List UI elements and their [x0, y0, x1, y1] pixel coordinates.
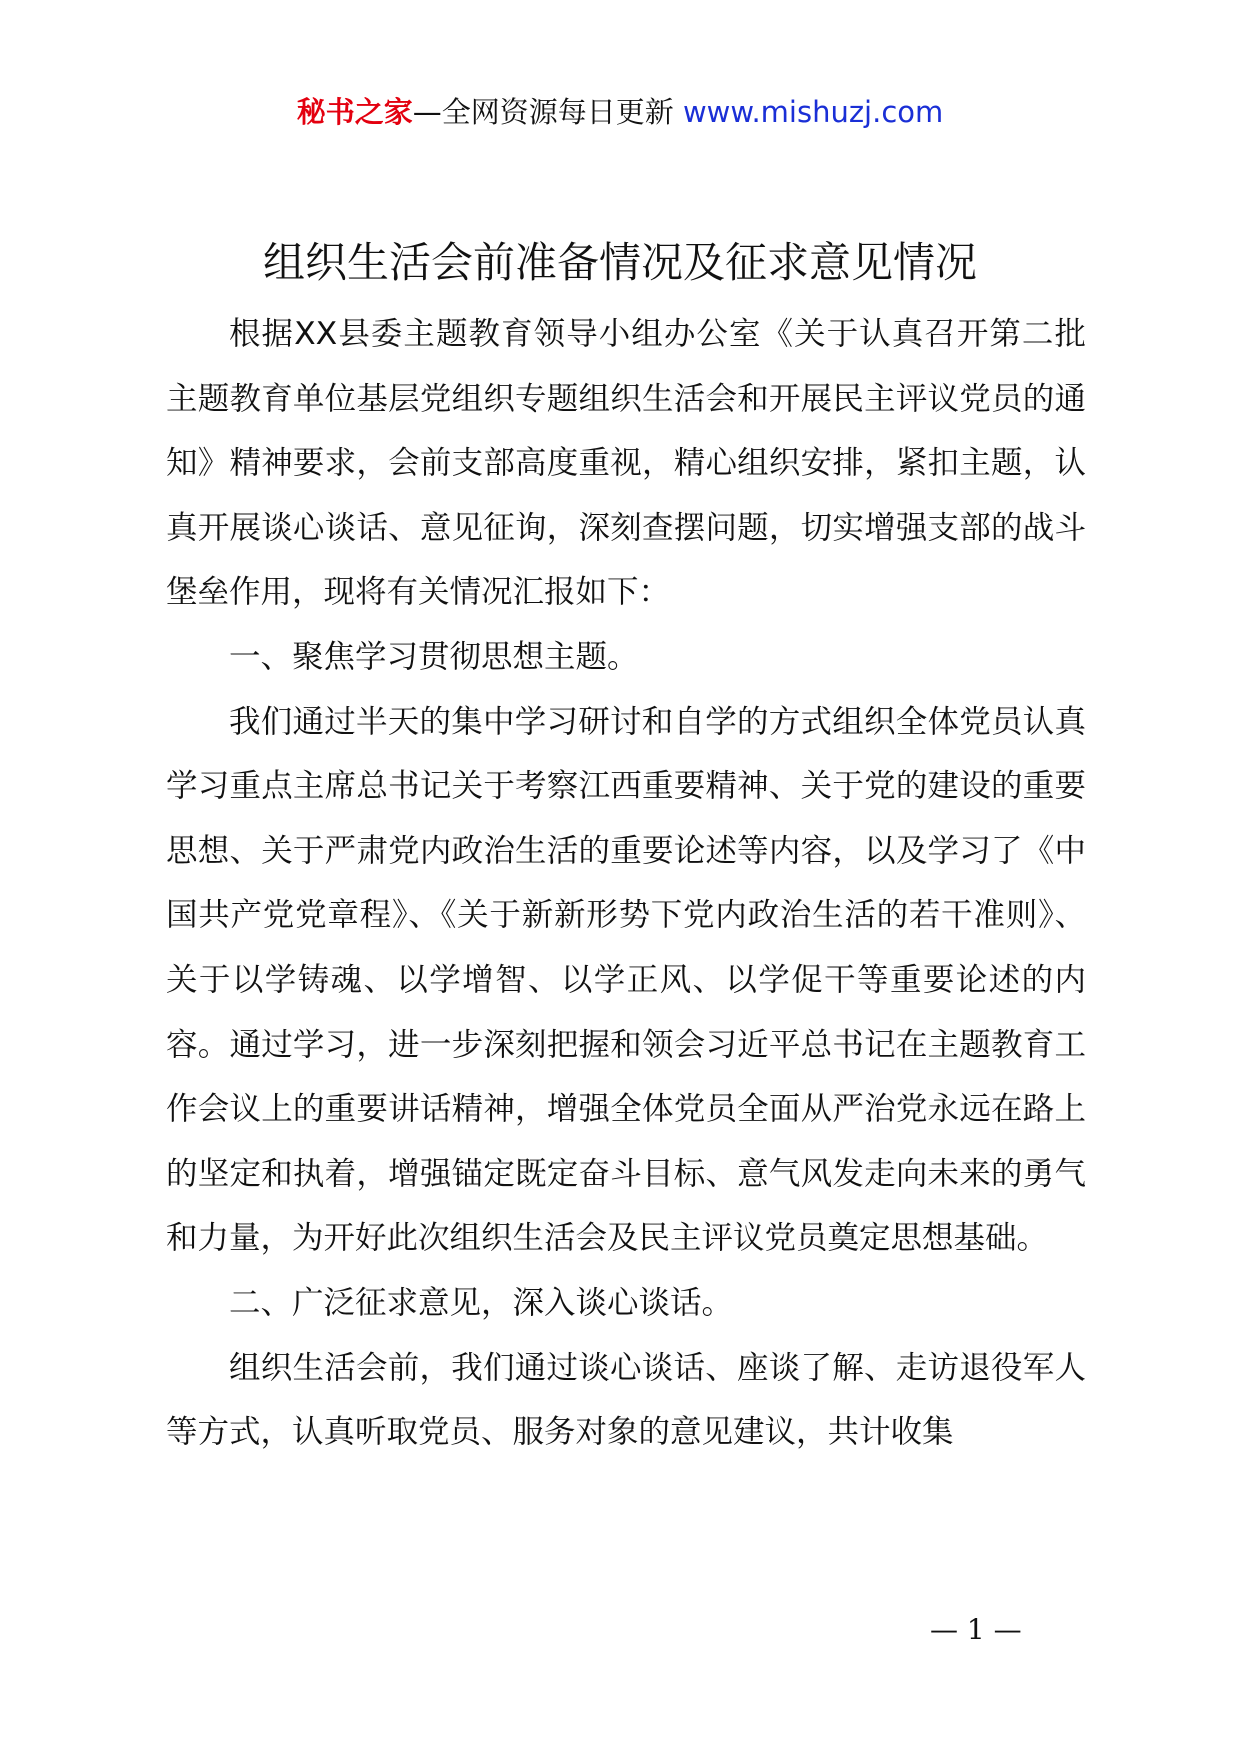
- banner-slogan: —全网资源每日更新: [412, 95, 674, 129]
- site-banner: [0, 92, 1240, 132]
- document-title: 组织生活会前准备情况及征求意见情况: [262, 238, 977, 287]
- intro-paragraph: 根据XX县委主题教育领导小组办公室《关于认真召开第二批主题教育单位基层党组织专题组织生活会和开展民主评议党员的通知》精神要求，会前支部高度重视，精心组织安排，紧扣主题，认真开展谈心谈话、意见征询，深刻查摆问题，切实增强支部的战斗堡垒作用，现将有关情况汇报如下：: [166, 316, 1086, 611]
- section-2-paragraph: 组织生活会前，我们通过谈心谈话、座谈了解、走访退役军人等方式，认真听取党员、服务对象的意见建议，共计收集: [166, 1349, 1086, 1451]
- section-heading-2: 二、广泛征求意见，深入谈心谈话。: [229, 1284, 734, 1321]
- brand-name: 秘书之家: [296, 95, 413, 129]
- document-body: [166, 302, 1086, 1465]
- section-1-paragraph: 我们通过半天的集中学习研讨和自学的方式组织全体党员认真学习重点主席总书记关于考察江西重要精神、关于党的建设的重要思想、关于严肃党内政治生活的重要论述等内容，以及学习了《中国共产党党章程》、《关于新新形势下党内政治生活的若干准则》、关于以学铸魂、以学增智、以学正风、以学促干等重要论述的内容。通过学习，进一步深刻把握和领会习近平总书记在主题教育工作会议上的重要讲话精神，增强全体党员全面从严治党永远在路上的坚定和执着，增强锚定既定奋斗目标、意气风发走向未来的勇气和力量，为开好此次组织生活会及民主评议党员奠定思想基础。: [166, 703, 1086, 1257]
- site-url-link[interactable]: www.mishuzj.com: [682, 95, 944, 129]
- page-number: — 1 —: [930, 1613, 1022, 1646]
- section-heading-1: 一、聚焦学习贯彻思想主题。: [229, 638, 639, 675]
